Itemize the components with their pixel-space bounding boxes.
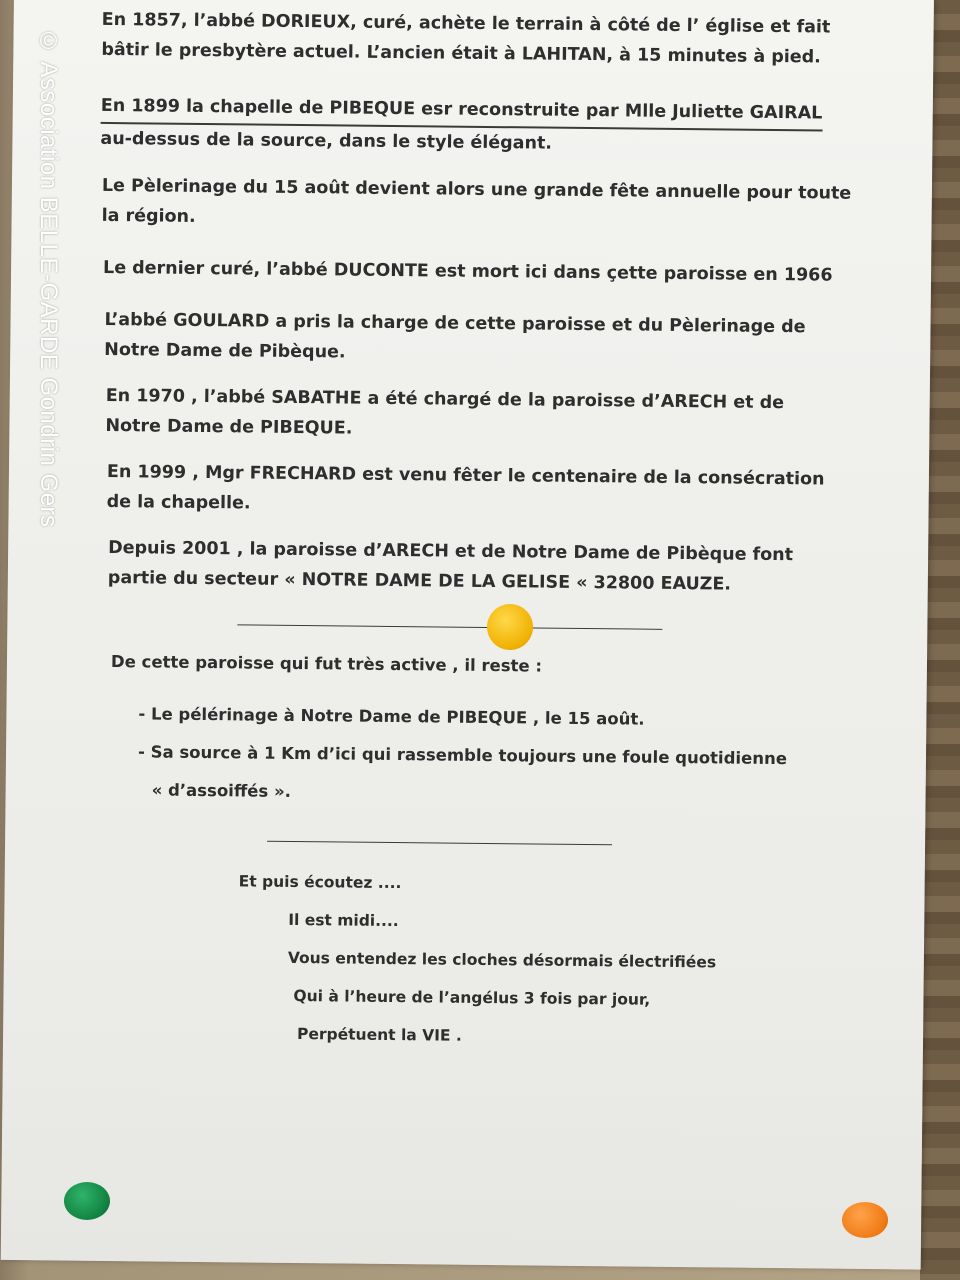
text-line: En 1999 , Mgr FRECHARD est venu fêter le centenaire de la consécration (106, 462, 825, 490)
paragraph-duconte (103, 253, 833, 291)
text-line: bâtir le presbytère actuel. L’ancien était à LAHITAN, à 15 minutes à pied. (101, 39, 821, 68)
text-line: de la chapelle. (106, 491, 251, 514)
divider-line (237, 624, 662, 629)
divider-line (267, 841, 612, 846)
closing-verse (237, 862, 717, 1057)
paragraph-goulard (104, 305, 806, 372)
text-line: L’abbé GOULARD a pris la charge de cette paroisse et du Pèlerinage de (104, 309, 806, 338)
verse-line: Qui à l’heure de l’angélus 3 fois par jour, (293, 986, 651, 1009)
notice-sheet (1, 0, 934, 1270)
text-line: Notre Dame de PIBEQUE. (105, 415, 353, 439)
green-pushpin (64, 1182, 110, 1220)
text-line: Le dernier curé, l’abbé DUCONTE est mort ici dans çette paroisse en 1966 (102, 257, 833, 286)
text-line: En 1970 , l’abbé SABATHE a été chargé de la paroisse d’ARECH et de (105, 385, 785, 414)
text-line: au-dessus de la source, dans le style élégant. (100, 128, 553, 154)
underlined-text-line: En 1899 la chapelle de PIBEQUE esr reconstruite par Mlle Juliette GAIRAL (101, 91, 823, 132)
verse-line: Perpétuent la VIE . (296, 1025, 462, 1045)
text-line: la région. (101, 205, 196, 227)
verse-line: Vous entendez les cloches désormais électrifiées (287, 948, 717, 972)
paragraph-1999 (106, 457, 824, 525)
text-line: En 1857, l’abbé DORIEUX, curé, achète le terrain à côté de l’ église et fait (101, 9, 831, 38)
verse-line: Et puis écoutez .... (238, 872, 402, 893)
remains-section (111, 647, 542, 682)
text-line: partie du secteur « NOTRE DAME DE LA GELISE « 32800 EAUZE. (107, 568, 732, 595)
text-line: Le Pèlerinage du 15 août devient alors une grande fête annuelle pour toute (101, 175, 852, 204)
text-line: Depuis 2001 , la paroisse d’ARECH et de Notre Dame de Pibèque font (108, 538, 794, 566)
paragraph-1970 (105, 381, 784, 448)
remains-list (137, 695, 787, 816)
list-item: - Le pélérinage à Notre Dame de PIBEQUE , le 15 août. (138, 704, 645, 729)
paragraph-pilgrimage (101, 171, 851, 239)
verse-line: Il est midi.... (288, 910, 399, 931)
paragraph-1899 (100, 91, 822, 162)
paragraph-1857 (101, 5, 830, 73)
paragraph-2001 (108, 533, 794, 600)
copyright-watermark: © Association BELLE-GARDE Gondrin Gers (35, 28, 62, 528)
remains-intro: De cette paroisse qui fut très active , il reste : (110, 652, 543, 676)
list-item: « d’assoiffés ». (151, 780, 292, 801)
orange-pushpin (842, 1202, 888, 1238)
yellow-pushpin (487, 604, 533, 650)
text-line: Notre Dame de Pibèque. (104, 339, 346, 363)
list-item: - Sa source à 1 Km d’ici qui rassemble toujours une foule quotidienne (137, 742, 788, 769)
